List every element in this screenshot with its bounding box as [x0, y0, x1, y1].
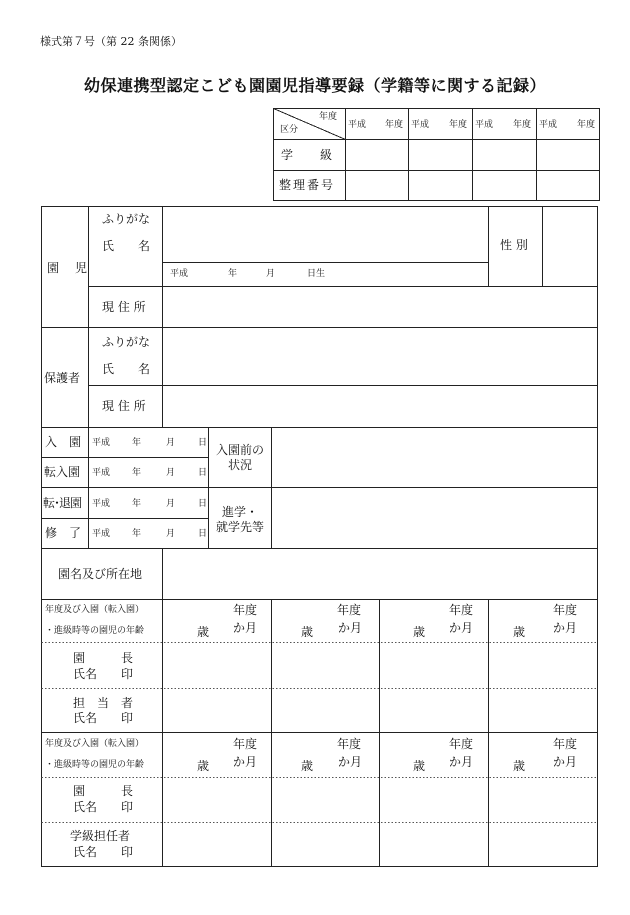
year-suffix: 年度 — [577, 120, 596, 130]
age-months: か月 — [553, 755, 578, 769]
age-years: 歳 — [301, 759, 314, 773]
age-years: 歳 — [301, 625, 314, 639]
guardian-name-label: 氏 名 — [102, 362, 151, 376]
homeroom-teacher-label: 学級担任者 — [70, 829, 131, 843]
page-title: 幼保連携型認定こども園園児指導要録（学籍等に関する記録） — [83, 76, 546, 95]
age-year-suffix: 年度 — [449, 603, 474, 617]
age-year-suffix: 年度 — [233, 603, 258, 617]
form-number: 様式第７号（第 22 条関係） — [40, 35, 182, 48]
date-day: 日 — [198, 438, 208, 448]
date-era: 平成 — [92, 499, 111, 509]
child-furigana-label: ふりがな — [102, 212, 151, 226]
prior-status-label: 入園前の 状況 — [215, 443, 264, 472]
birth-month: 月 — [266, 269, 276, 279]
date-day: 日 — [198, 468, 208, 478]
date-month: 月 — [166, 499, 176, 509]
guardian-address-label: 現 住 所 — [102, 399, 146, 413]
age-months: か月 — [233, 755, 258, 769]
enrollment-label: 転入園 — [44, 465, 81, 479]
age-row-label-line1: 年度及び入園（転入園） — [45, 739, 145, 749]
sex-label: 性 別 — [500, 238, 528, 252]
registration-number-label: 整理番号 — [279, 178, 336, 192]
principal-name-seal: 氏名 印 — [73, 667, 134, 681]
corner-year-label: 年度 — [319, 112, 338, 122]
age-row-label-line1: 年度及び入園（転入園） — [45, 605, 145, 615]
date-day: 日 — [198, 529, 208, 539]
next-destination-label: 進学・ 就学先等 — [215, 505, 264, 534]
age-row-label-line2: ・進級時等の園児の年齢 — [45, 760, 145, 770]
child-section-label: 園 児 — [47, 261, 90, 275]
child-address-label: 現 住 所 — [102, 300, 146, 314]
age-year-suffix: 年度 — [233, 737, 258, 751]
principal-label: 園 長 — [73, 784, 134, 798]
year-era: 平成 — [411, 120, 430, 130]
age-years: 歳 — [413, 759, 426, 773]
guardian-address-field[interactable] — [163, 386, 597, 427]
age-year-suffix: 年度 — [553, 603, 578, 617]
birth-year: 年 — [228, 269, 238, 279]
age-year-suffix: 年度 — [337, 603, 362, 617]
teacher-label: 担 当 者 — [73, 696, 134, 710]
class-row-label: 学 級 — [281, 148, 334, 162]
age-year-suffix: 年度 — [337, 737, 362, 751]
child-name-label: 氏 名 — [102, 239, 151, 253]
sex-field[interactable] — [543, 207, 597, 286]
year-era: 平成 — [348, 120, 367, 130]
homeroom-name-seal: 氏名 印 — [73, 845, 134, 859]
date-month: 月 — [166, 438, 176, 448]
principal-name-seal: 氏名 印 — [73, 800, 134, 814]
date-year: 年 — [132, 499, 142, 509]
age-years: 歳 — [197, 759, 210, 773]
guardian-section-label: 保護者 — [44, 371, 81, 385]
school-info-field[interactable] — [163, 549, 597, 599]
date-year: 年 — [132, 529, 142, 539]
age-years: 歳 — [513, 625, 526, 639]
date-day: 日 — [198, 499, 208, 509]
guardian-furigana-label: ふりがな — [102, 335, 151, 349]
age-months: か月 — [553, 621, 578, 635]
year-suffix: 年度 — [513, 120, 532, 130]
date-year: 年 — [132, 468, 142, 478]
age-years: 歳 — [513, 759, 526, 773]
year-suffix: 年度 — [449, 120, 468, 130]
age-years: 歳 — [197, 625, 210, 639]
age-year-suffix: 年度 — [553, 737, 578, 751]
date-month: 月 — [166, 468, 176, 478]
birth-era: 平成 — [170, 269, 189, 279]
date-era: 平成 — [92, 438, 111, 448]
year-suffix: 年度 — [385, 120, 404, 130]
guardian-name-field[interactable] — [163, 328, 597, 385]
date-year: 年 — [132, 438, 142, 448]
year-era: 平成 — [539, 120, 558, 130]
age-years: 歳 — [413, 625, 426, 639]
age-months: か月 — [233, 621, 258, 635]
birth-day: 日生 — [307, 269, 326, 279]
year-era: 平成 — [475, 120, 494, 130]
age-row-label-line2: ・進級時等の園児の年齢 — [45, 626, 145, 636]
date-era: 平成 — [92, 468, 111, 478]
age-year-suffix: 年度 — [449, 737, 474, 751]
date-month: 月 — [166, 529, 176, 539]
teacher-name-seal: 氏名 印 — [73, 711, 134, 725]
child-name-field[interactable] — [163, 207, 488, 262]
principal-label: 園 長 — [73, 651, 134, 665]
child-address-field[interactable] — [163, 287, 597, 327]
date-era: 平成 — [92, 529, 111, 539]
age-months: か月 — [338, 755, 363, 769]
age-months: か月 — [449, 755, 474, 769]
age-months: か月 — [449, 621, 474, 635]
next-destination-field[interactable] — [272, 488, 597, 548]
school-info-label: 園名及び所在地 — [58, 567, 143, 581]
enrollment-label: 入 園 — [45, 435, 82, 449]
enrollment-label: 修 了 — [45, 526, 82, 540]
enrollment-label: 転･退園 — [43, 496, 82, 510]
prior-status-field[interactable] — [272, 428, 597, 487]
age-months: か月 — [338, 621, 363, 635]
corner-section-label: 区分 — [280, 125, 299, 135]
